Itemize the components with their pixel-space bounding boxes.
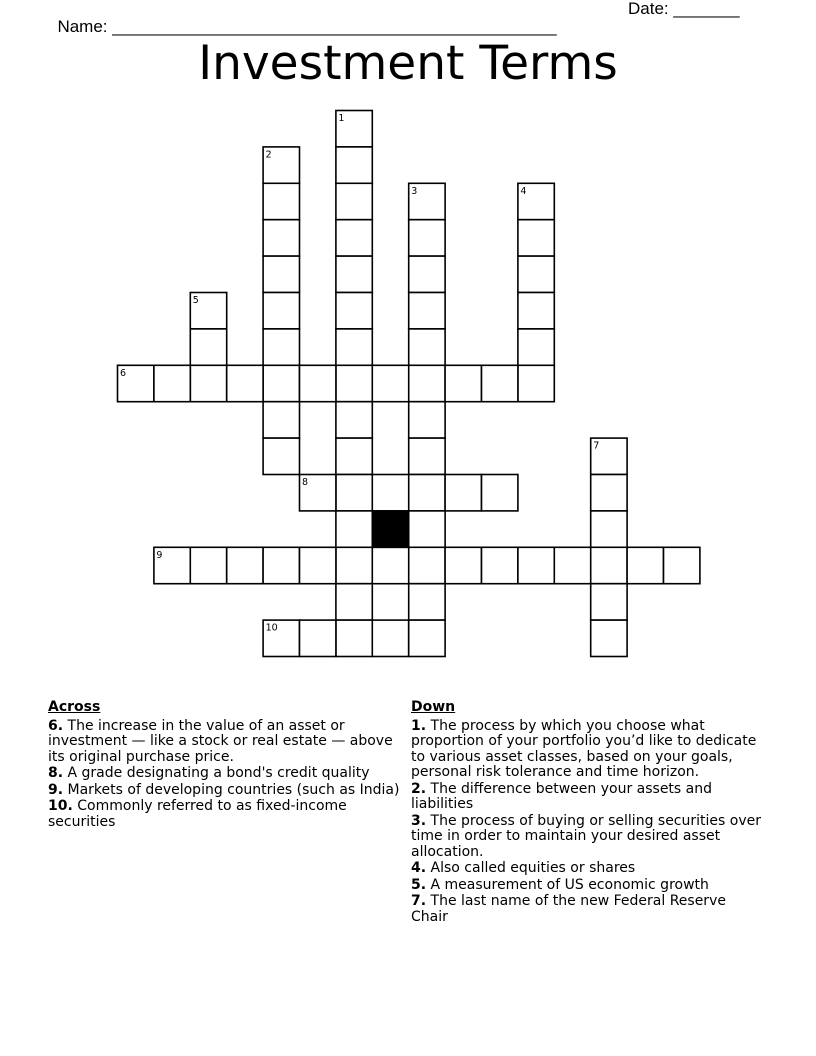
crossword-cell[interactable] [409, 293, 445, 329]
clue-number: 5. [411, 876, 427, 893]
crossword-cell[interactable] [409, 329, 445, 365]
crossword-cell[interactable] [409, 475, 445, 511]
date-field-label: Date: _______ [628, 0, 740, 18]
crossword-cell[interactable] [336, 220, 372, 256]
clue-text: The increase in the value of an asset or investment — like a stock or real estate — above its original purchase price. [48, 717, 393, 765]
crossword-cell[interactable] [263, 547, 299, 583]
clue-down-2 [411, 782, 766, 813]
down-clues [411, 700, 766, 926]
crossword-cell[interactable] [409, 438, 445, 474]
crossword-cell[interactable] [518, 365, 554, 401]
crossword-cell[interactable] [482, 475, 518, 511]
down-heading: Down [411, 699, 456, 715]
clue-text: Commonly referred to as fixed-income securities [48, 798, 347, 830]
cell-number: 8 [302, 477, 309, 488]
crossword-cell[interactable] [409, 256, 445, 292]
clue-number: 9. [48, 781, 64, 798]
crossword-cell[interactable] [263, 220, 299, 256]
crossword-cell[interactable] [518, 293, 554, 329]
clue-number: 1. [411, 717, 427, 734]
crossword-cell[interactable] [336, 293, 372, 329]
crossword-cell[interactable] [336, 329, 372, 365]
cell-number: 2 [265, 149, 272, 161]
crossword-cell[interactable] [409, 511, 445, 547]
crossword-cell[interactable] [591, 511, 627, 547]
crossword-cell[interactable] [263, 365, 299, 401]
clue-text: Markets of developing countries (such as India) [67, 781, 400, 798]
clue-number: 7. [411, 893, 427, 909]
clue-across-10 [48, 799, 404, 830]
clue-text: A grade designating a bond's credit quality [67, 765, 370, 781]
clue-number: 10. [48, 798, 73, 814]
crossword-cell[interactable] [263, 256, 299, 292]
crossword-cell[interactable] [554, 547, 590, 583]
crossword-cell[interactable] [372, 365, 408, 401]
clue-text: Also called equities or shares [430, 860, 636, 876]
crossword-cell[interactable] [627, 547, 663, 583]
crossword-cell[interactable] [336, 365, 372, 401]
clue-down-3 [411, 814, 766, 861]
cell-number: 7 [593, 440, 600, 452]
crossword-cell[interactable] [263, 402, 299, 438]
crossword-cell[interactable] [336, 183, 372, 219]
clue-across-6 [48, 719, 404, 766]
across-clues [48, 700, 404, 831]
name-field-label: Name: _______________________________________________ [57, 17, 557, 36]
clue-text: The process by which you choose what proportion of your portfolio you’d like to dedicate to various asset classes, based on your goals, personal risk tolerance and time horizon. [411, 717, 757, 780]
clue-across-9 [48, 783, 404, 799]
clue-number: 6. [48, 717, 64, 734]
crossword-cell[interactable] [482, 365, 518, 401]
crossword-cell[interactable] [336, 402, 372, 438]
crossword-cell[interactable] [300, 547, 336, 583]
cell-number: 4 [520, 185, 527, 197]
crossword-black-cell [372, 511, 408, 547]
crossword-cell[interactable] [518, 329, 554, 365]
crossword-cell[interactable] [409, 584, 445, 620]
clue-number: 3. [411, 812, 427, 829]
crossword-cell[interactable] [591, 620, 627, 656]
clue-number: 4. [411, 860, 427, 876]
clue-text: The process of buying or selling securities over time in order to maintain your desired asset allocation. [411, 812, 761, 860]
clue-across-8 [48, 766, 404, 782]
crossword-cell[interactable] [336, 584, 372, 620]
clue-number: 2. [411, 780, 427, 797]
crossword-cell[interactable] [190, 329, 226, 365]
cell-number: 9 [156, 549, 163, 561]
crossword-cell[interactable] [372, 475, 408, 511]
crossword-cell[interactable] [336, 147, 372, 183]
crossword-cell[interactable] [518, 220, 554, 256]
crossword-cell[interactable] [409, 220, 445, 256]
clue-down-1 [411, 719, 766, 781]
crossword-cell[interactable] [409, 365, 445, 401]
clue-down-4 [411, 861, 766, 877]
crossword-cell[interactable] [263, 438, 299, 474]
crossword-cell[interactable] [227, 547, 263, 583]
crossword-cell[interactable] [190, 365, 226, 401]
clue-down-7 [411, 894, 766, 925]
crossword-cell[interactable] [227, 365, 263, 401]
crossword-cell[interactable] [664, 547, 700, 583]
clue-text: A measurement of US economic growth [430, 876, 709, 893]
clue-text: The difference between your assets and liabilities [411, 780, 713, 812]
crossword-cell[interactable] [445, 475, 481, 511]
crossword-cell[interactable] [591, 475, 627, 511]
crossword-cell[interactable] [336, 256, 372, 292]
cell-number: 6 [120, 367, 127, 379]
crossword-cell[interactable] [518, 547, 554, 583]
crossword-cell[interactable] [336, 475, 372, 511]
crossword-cell[interactable] [372, 620, 408, 656]
crossword-cell[interactable] [518, 256, 554, 292]
header-line [48, 0, 788, 36]
crossword-cell[interactable] [263, 329, 299, 365]
crossword-cell[interactable] [409, 402, 445, 438]
crossword-cell[interactable] [154, 365, 190, 401]
cell-number: 5 [192, 295, 199, 306]
crossword-cell[interactable] [445, 547, 481, 583]
clue-number: 8. [48, 765, 64, 781]
crossword-cell[interactable] [190, 547, 226, 583]
cell-number: 1 [338, 113, 345, 124]
cell-number: 10 [265, 622, 278, 634]
crossword-cell[interactable] [445, 365, 481, 401]
crossword-cell[interactable] [336, 547, 372, 583]
crossword-cell[interactable] [591, 584, 627, 620]
crossword-cell[interactable] [300, 620, 336, 656]
crossword-cell[interactable] [409, 620, 445, 656]
crossword-cell[interactable] [372, 547, 408, 583]
cell-number: 3 [411, 185, 418, 197]
across-heading: Across [48, 699, 101, 715]
clue-down-5 [411, 878, 766, 894]
crossword-cell[interactable] [336, 511, 372, 547]
crossword-cell[interactable] [263, 293, 299, 329]
crossword-cell[interactable] [409, 547, 445, 583]
crossword-cell[interactable] [482, 547, 518, 583]
page-title: Investment Terms [198, 36, 618, 91]
crossword-cell[interactable] [336, 620, 372, 656]
crossword-cell[interactable] [336, 438, 372, 474]
clue-text: The last name of the new Federal Reserve Chair [411, 893, 726, 925]
crossword-cell[interactable] [300, 365, 336, 401]
crossword-cell[interactable] [591, 547, 627, 583]
crossword-cell[interactable] [263, 183, 299, 219]
